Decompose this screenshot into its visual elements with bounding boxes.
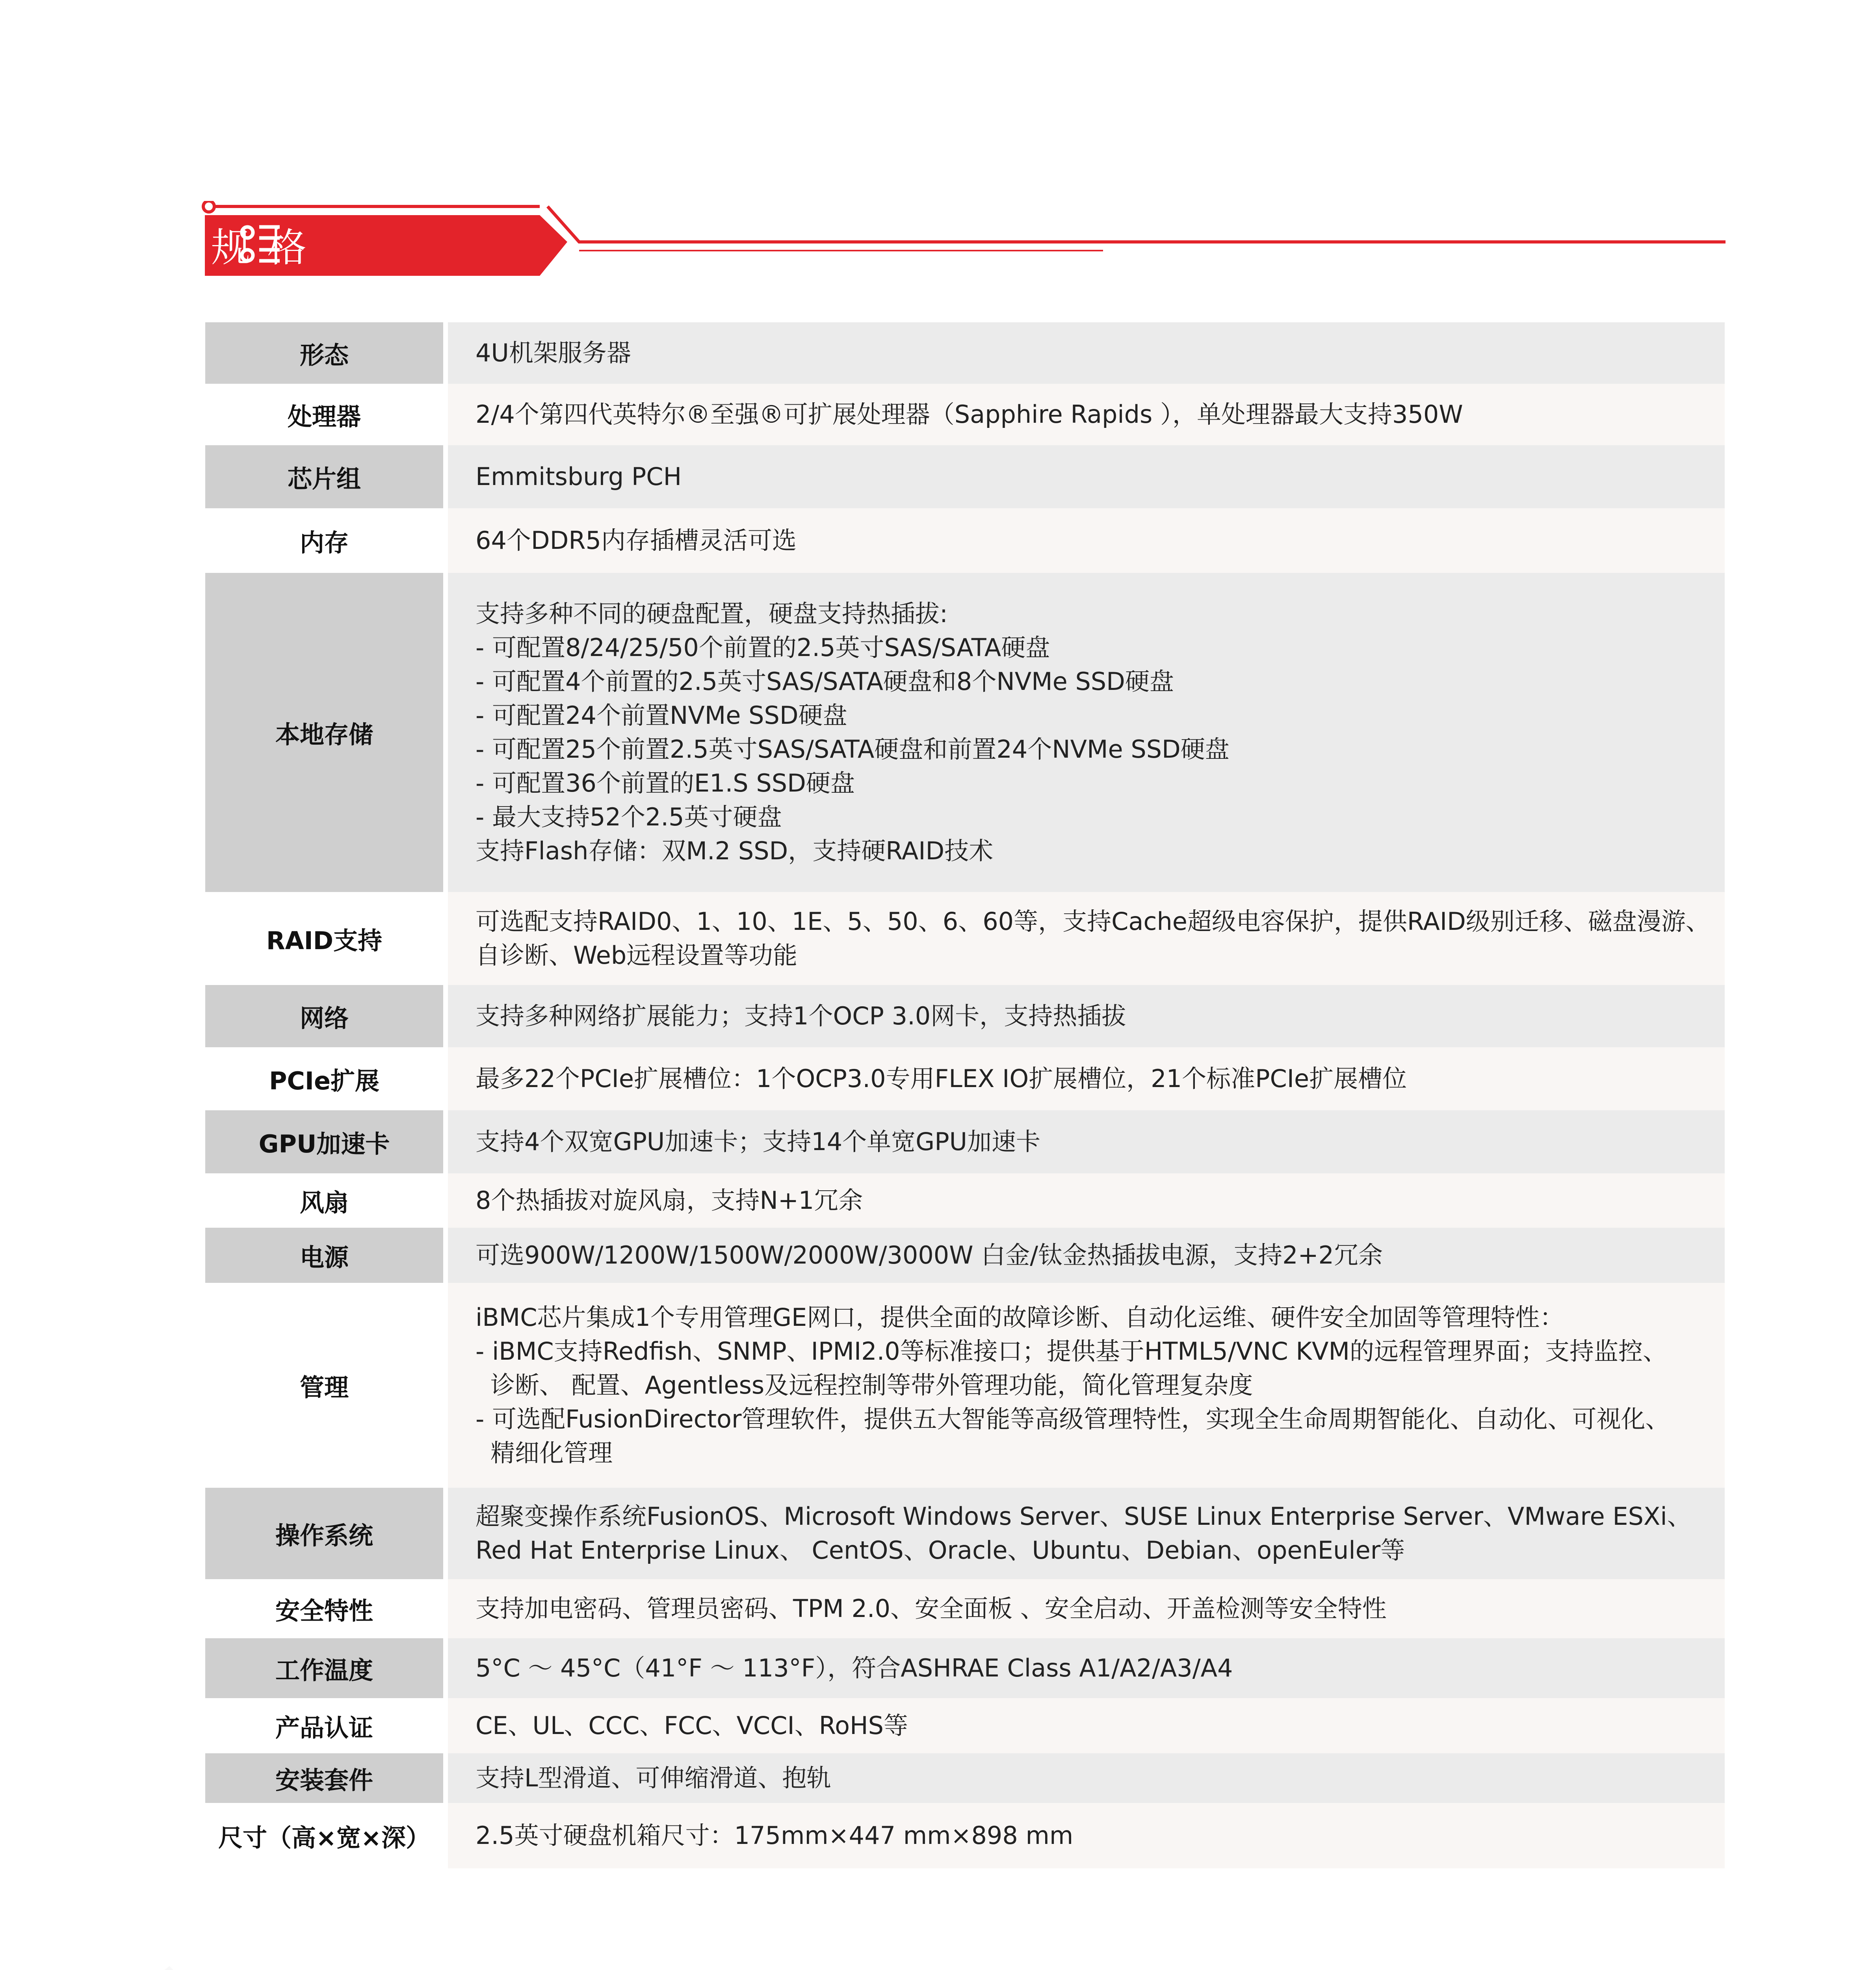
spec-row-form	[205, 322, 1725, 384]
spec-value: 支持L型滑道、可伸缩滑道、抱轨	[446, 1753, 1725, 1803]
spec-value-multiline	[446, 892, 1725, 985]
spec-row-processor	[205, 384, 1725, 445]
spec-value-multiline	[446, 573, 1725, 892]
spec-value: 可选900W/1200W/1500W/2000W/3000W 白金/钛金热插拔电源，支持2+2冗余	[446, 1228, 1725, 1283]
spec-label: 操作系统	[205, 1488, 446, 1579]
spec-value: 2/4个第四代英特尔®至强®可扩展处理器（Sapphire Rapids ），单处理器最大支持350W	[446, 384, 1725, 445]
spec-table	[205, 322, 1725, 1868]
spec-row-mounting	[205, 1753, 1725, 1803]
spec-label: 工作温度	[205, 1638, 446, 1698]
spec-row-temperature	[205, 1638, 1725, 1698]
spec-row-storage	[205, 573, 1725, 892]
spec-value: CE、UL、CCC、FCC、VCCI、RoHS等	[446, 1698, 1725, 1753]
spec-row-chipset	[205, 445, 1725, 508]
spec-value-line: - 可选配FusionDirector管理软件，提供五大智能等高级管理特性，实现全生命周期智能化、自动化、可视化、	[476, 1405, 1670, 1433]
spec-label: 安全特性	[205, 1579, 446, 1638]
spec-value-line: 可选配支持RAID0、1、10、1E、5、50、6、60等，支持Cache超级电容保护，提供RAID级别迁移、磁盘漫游、	[476, 907, 1710, 936]
spec-value: 支持加电密码、管理员密码、TPM 2.0、安全面板 、安全启动、开盖检测等安全特性	[446, 1579, 1725, 1638]
spec-label: 尺寸（高×宽×深）	[205, 1803, 446, 1868]
spec-label: 电源	[205, 1228, 446, 1283]
spec-value-multiline	[446, 1488, 1725, 1579]
spec-label: 产品认证	[205, 1698, 446, 1753]
spec-value: 5°C ～ 45°C（41°F ～ 113°F），符合ASHRAE Class A1/A2/A3/A4	[446, 1638, 1725, 1698]
mountain-background-illustration	[0, 1852, 1876, 1970]
spec-value: 64个DDR5内存插槽灵活可选	[446, 508, 1725, 573]
spec-label: RAID支持	[205, 892, 446, 985]
spec-row-network	[205, 985, 1725, 1047]
spec-value-line: 诊断、 配置、Agentless及远程控制等带外管理功能，简化管理复杂度	[490, 1371, 1253, 1399]
spec-value-line: 支持多种不同的硬盘配置，硬盘支持热插拔:	[476, 599, 948, 628]
section-title: 技术规格	[99, 225, 323, 271]
spec-label: 安装套件	[205, 1753, 446, 1803]
spec-row-pcie	[205, 1047, 1725, 1110]
section-header-banner	[201, 201, 1726, 280]
spec-value: 4U机架服务器	[446, 322, 1725, 384]
spec-value-line: - 可配置4个前置的2.5英寸SAS/SATA硬盘和8个NVMe SSD硬盘	[476, 667, 1174, 696]
spec-label: 芯片组	[205, 445, 446, 508]
spec-value-line: - 可配置36个前置的E1.S SSD硬盘	[476, 769, 855, 797]
spec-value-line: 超聚变操作系统FusionOS、Microsoft Windows Server、SUSE Linux Enterprise Server、VMware ESXi、	[476, 1502, 1692, 1531]
spec-label: 本地存储	[205, 573, 446, 892]
spec-value: Emmitsburg PCH	[446, 445, 1725, 508]
spec-value-line: - 可配置8/24/25/50个前置的2.5英寸SAS/SATA硬盘	[476, 633, 1050, 662]
spec-value: 最多22个PCIe扩展槽位：1个OCP3.0专用FLEX IO扩展槽位，21个标准PCIe扩展槽位	[446, 1047, 1725, 1110]
spec-label: 网络	[205, 985, 446, 1047]
spec-label: 处理器	[205, 384, 446, 445]
spec-value-line: - 可配置24个前置NVMe SSD硬盘	[476, 701, 847, 730]
spec-value: 支持4个双宽GPU加速卡；支持14个单宽GPU加速卡	[446, 1110, 1725, 1173]
spec-label: 风扇	[205, 1173, 446, 1228]
spec-row-fan	[205, 1173, 1725, 1228]
banner-ring-ornament	[203, 201, 214, 212]
spec-value: 支持多种网络扩展能力；支持1个OCP 3.0网卡，支持热插拔	[446, 985, 1725, 1047]
spec-value-line: - 最大支持52个2.5英寸硬盘	[476, 803, 782, 831]
spec-label: 形态	[205, 322, 446, 384]
spec-row-memory	[205, 508, 1725, 573]
spec-value-line: 支持Flash存储：双M.2 SSD，支持硬RAID技术	[476, 836, 994, 865]
spec-label: GPU加速卡	[205, 1110, 446, 1173]
spec-value-line: Red Hat Enterprise Linux、 CentOS、Oracle、Ubuntu、Debian、openEuler等	[476, 1536, 1405, 1565]
spec-label: 内存	[205, 508, 446, 573]
spec-value-line: 精细化管理	[490, 1438, 613, 1467]
spec-value-line: - 可配置25个前置2.5英寸SAS/SATA硬盘和前置24个NVMe SSD硬盘	[476, 735, 1230, 764]
spec-row-certification	[205, 1698, 1725, 1753]
spec-label: PCIe扩展	[205, 1047, 446, 1110]
spec-row-gpu	[205, 1110, 1725, 1173]
spec-row-management	[205, 1283, 1725, 1488]
spec-row-dimensions	[205, 1803, 1725, 1868]
spec-value: 8个热插拔对旋风扇，支持N+1冗余	[446, 1173, 1725, 1228]
spec-label: 管理	[205, 1283, 446, 1488]
spec-value-line: - iBMC支持Redfish、SNMP、IPMI2.0等标准接口；提供基于HTML5/VNC KVM的远程管理界面；支持监控、	[476, 1337, 1667, 1366]
spec-value-multiline	[446, 1283, 1725, 1488]
spec-row-power	[205, 1228, 1725, 1283]
spec-row-raid	[205, 892, 1725, 985]
spec-value-line: 自诊断、Web远程设置等功能	[476, 941, 798, 970]
spec-value: 2.5英寸硬盘机箱尺寸：175mm×447 mm×898 mm	[446, 1803, 1725, 1868]
spec-value-line: iBMC芯片集成1个专用管理GE网口，提供全面的故障诊断、自动化运维、硬件安全加固等管理特性：	[476, 1303, 1564, 1332]
spec-row-security	[205, 1579, 1725, 1638]
spec-row-os	[205, 1488, 1725, 1579]
